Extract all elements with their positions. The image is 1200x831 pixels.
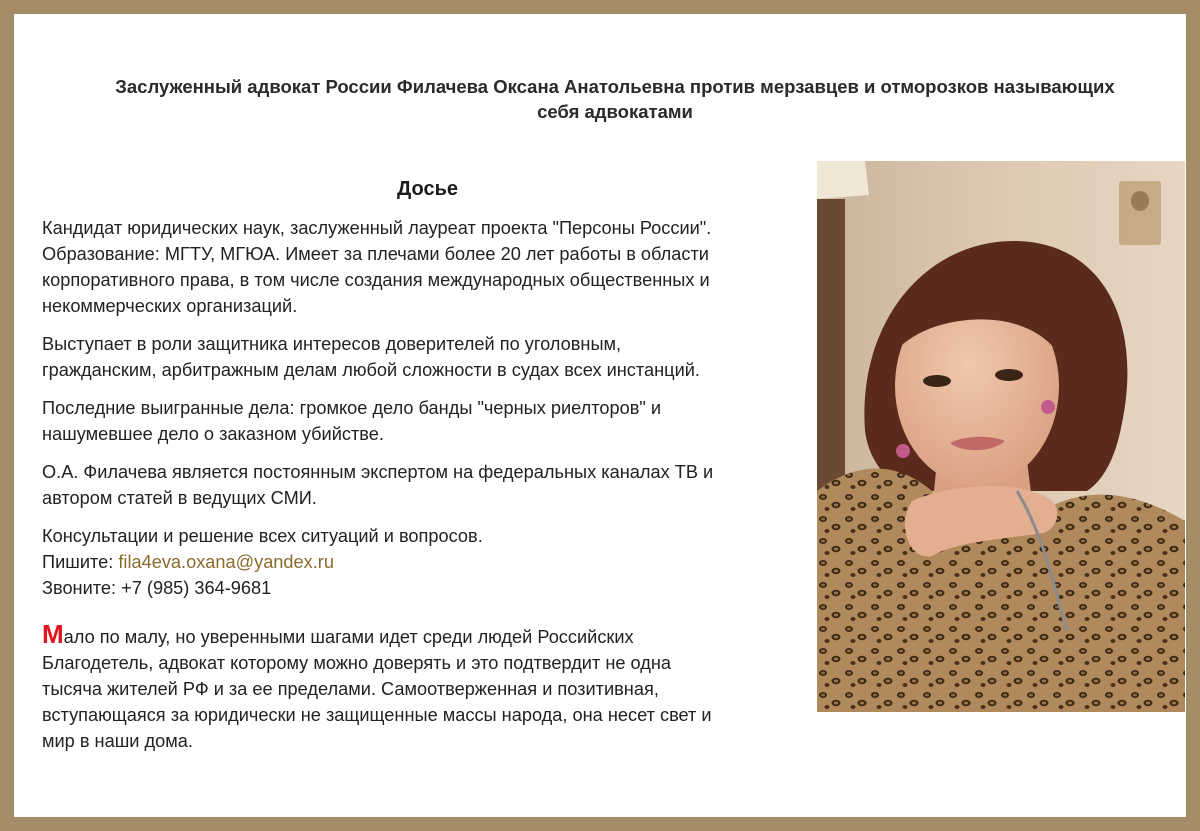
paragraph-closing (42, 621, 827, 754)
portrait-photo (817, 161, 1185, 712)
title-line-1: Заслуженный адвокат России Филачева Оксана Анатольевна против мерзавцев и отморозков называющих (115, 76, 1115, 97)
text-line: нашумевшее дело о заказном убийстве. (42, 424, 384, 444)
drop-cap: М (42, 619, 64, 649)
text-line: Выступает в роли защитника интересов доверителей по уголовным, (42, 334, 622, 354)
title-line-2: себя адвокатами (537, 101, 693, 122)
wall-icon (1119, 181, 1161, 245)
text-line: Образование: МГТУ, МГЮА. Имеет за плечами более 20 лет работы в области (42, 244, 709, 264)
contacts-write (42, 549, 827, 575)
paragraph-practice (42, 331, 827, 383)
portrait-illustration (817, 161, 1185, 712)
paragraph-cases (42, 395, 827, 447)
paragraph-credentials (42, 215, 827, 319)
page-title (40, 74, 1190, 124)
text-line: Последние выигранные дела: громкое дело банды "черных риелторов" и (42, 398, 662, 418)
text-line: автором статей в ведущих СМИ. (42, 488, 317, 508)
paragraph-contacts (42, 523, 827, 601)
contacts-phone: Звоните: +7 (985) 364-9681 (42, 578, 272, 598)
text-line: вступающаяся за юридически не защищенные массы народа, она несет свет и (42, 705, 712, 725)
text-line: Кандидат юридических наук, заслуженный лауреат проекта "Персоны России". (42, 218, 712, 238)
text-line: Благодетель, адвокат которому можно доверять и это подтвердит не одна (42, 653, 672, 673)
closing-line-1-rest: ало по малу, но уверенными шагами идет среди людей Российских (63, 627, 634, 647)
text-line: мир в наши дома. (42, 731, 193, 751)
contacts-intro: Консультации и решение всех ситуаций и вопросов. (42, 526, 483, 546)
text-line: гражданским, арбитражным делам любой сложности в судах всех инстанций. (42, 360, 700, 380)
closing-line-1 (42, 621, 827, 650)
dossier-text (42, 215, 827, 766)
text-line: тысяча жителей РФ и за ее пределами. Самоотверженная и позитивная, (42, 679, 659, 699)
lamp-shade (817, 161, 869, 199)
write-label: Пишите: (42, 552, 119, 572)
text-line: некоммерческих организаций. (42, 296, 298, 316)
text-line: О.А. Филачева является постоянным экспертом на федеральных каналах ТВ и (42, 462, 714, 482)
text-line: корпоративного права, в том числе создания международных общественных и (42, 270, 710, 290)
email-link[interactable]: fila4eva.oxana@yandex.ru (118, 552, 334, 572)
paragraph-media (42, 459, 827, 511)
dossier-heading: Досье (397, 178, 458, 200)
